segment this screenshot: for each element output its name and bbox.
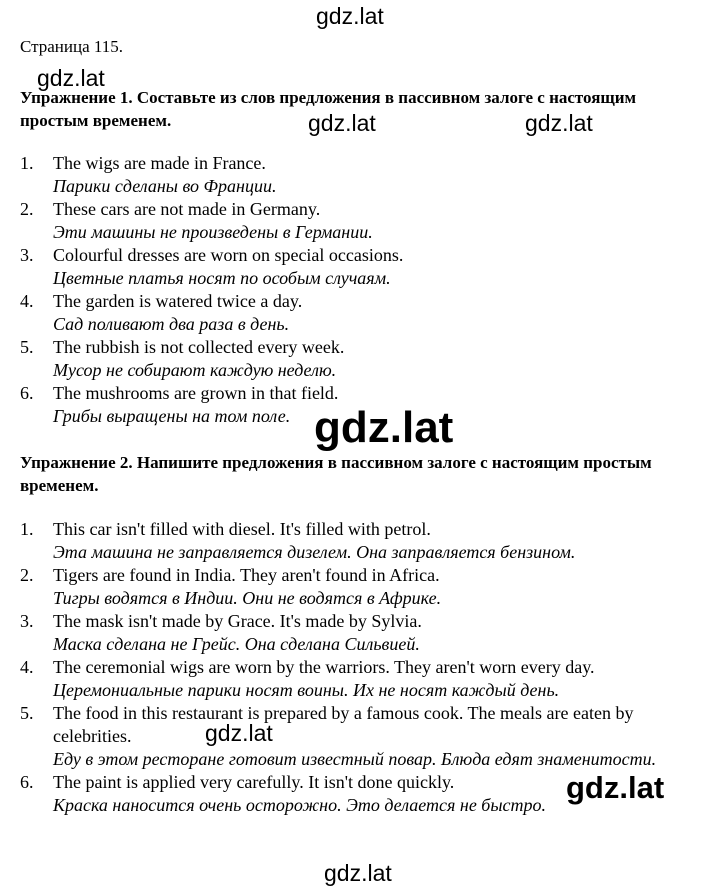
list-item bbox=[20, 336, 710, 382]
item-number: 3. bbox=[20, 611, 34, 631]
page-label: Страница 115. bbox=[20, 37, 124, 56]
russian-translation: Краска наносится очень осторожно. Это делается не быстро. bbox=[53, 795, 547, 815]
list-item bbox=[20, 152, 710, 198]
item-number: 1. bbox=[20, 519, 34, 539]
russian-translation: Сад поливают два раза в день. bbox=[53, 314, 290, 334]
item-number: 6. bbox=[20, 772, 34, 792]
russian-translation: Тигры водятся в Индии. Они не водятся в Африке. bbox=[53, 588, 442, 608]
english-sentence: This car isn't filled with diesel. It's filled with petrol. bbox=[53, 519, 431, 539]
item-number: 6. bbox=[20, 383, 34, 403]
item-number: 5. bbox=[20, 703, 34, 723]
item-number: 4. bbox=[20, 291, 34, 311]
english-sentence: Colourful dresses are worn on special occasions. bbox=[53, 245, 404, 265]
item-number: 1. bbox=[20, 153, 34, 173]
watermark: gdz.lat bbox=[37, 65, 105, 91]
item-number: 2. bbox=[20, 565, 34, 585]
english-sentence: The garden is watered twice a day. bbox=[53, 291, 303, 311]
russian-translation: Эти машины не произведены в Германии. bbox=[53, 222, 373, 242]
item-number: 3. bbox=[20, 245, 34, 265]
list-item bbox=[20, 610, 710, 656]
english-sentence: The paint is applied very carefully. It isn't done quickly. bbox=[53, 772, 455, 792]
watermark: gdz.lat bbox=[525, 110, 593, 136]
list-item bbox=[20, 564, 710, 610]
exercise-1-heading: Упражнение 1. Составьте из слов предложения в пассивном залоге с настоящим простым временем. bbox=[20, 88, 637, 130]
item-number: 2. bbox=[20, 199, 34, 219]
russian-translation: Грибы выращены на том поле. bbox=[53, 406, 291, 426]
watermark: gdz.lat bbox=[566, 770, 665, 805]
list-item bbox=[20, 656, 710, 702]
russian-translation: Эта машина не заправляется дизелем. Она заправляется бензином. bbox=[53, 542, 576, 562]
list-item bbox=[20, 244, 710, 290]
watermark: gdz.lat bbox=[308, 110, 376, 136]
item-number: 4. bbox=[20, 657, 34, 677]
watermark: gdz.lat bbox=[205, 720, 273, 746]
watermark: gdz.lat bbox=[316, 3, 384, 29]
russian-translation: Церемониальные парики носят воины. Их не носят каждый день. bbox=[53, 680, 560, 700]
english-sentence: The rubbish is not collected every week. bbox=[53, 337, 345, 357]
english-sentence: The mushrooms are grown in that field. bbox=[53, 383, 339, 403]
english-sentence: The mask isn't made by Grace. It's made by Sylvia. bbox=[53, 611, 422, 631]
russian-translation: Цветные платья носят по особым случаям. bbox=[53, 268, 391, 288]
english-sentence: The ceremonial wigs are worn by the warriors. They aren't worn every day. bbox=[53, 657, 595, 677]
list-item bbox=[20, 702, 710, 771]
exercise-2-heading: Упражнение 2. Напишите предложения в пассивном залоге с настоящим простым временем. bbox=[20, 453, 652, 495]
english-sentence: The food in this restaurant is prepared by a famous cook. The meals are eaten by celebrities. bbox=[53, 703, 634, 746]
list-item bbox=[20, 290, 710, 336]
exercise-1-list bbox=[20, 152, 710, 428]
watermark: gdz.lat bbox=[314, 403, 454, 452]
watermark: gdz.lat bbox=[324, 860, 392, 886]
english-sentence: These cars are not made in Germany. bbox=[53, 199, 321, 219]
english-sentence: The wigs are made in France. bbox=[53, 153, 266, 173]
russian-translation: Парики сделаны во Франции. bbox=[53, 176, 277, 196]
list-item bbox=[20, 198, 710, 244]
english-sentence: Tigers are found in India. They aren't found in Africa. bbox=[53, 565, 440, 585]
item-number: 5. bbox=[20, 337, 34, 357]
list-item bbox=[20, 518, 710, 564]
russian-translation: Еду в этом ресторане готовит известный повар. Блюда едят знаменитости. bbox=[53, 749, 657, 769]
russian-translation: Маска сделана не Грейс. Она сделана Сильвией. bbox=[53, 634, 420, 654]
russian-translation: Мусор не собирают каждую неделю. bbox=[53, 360, 337, 380]
